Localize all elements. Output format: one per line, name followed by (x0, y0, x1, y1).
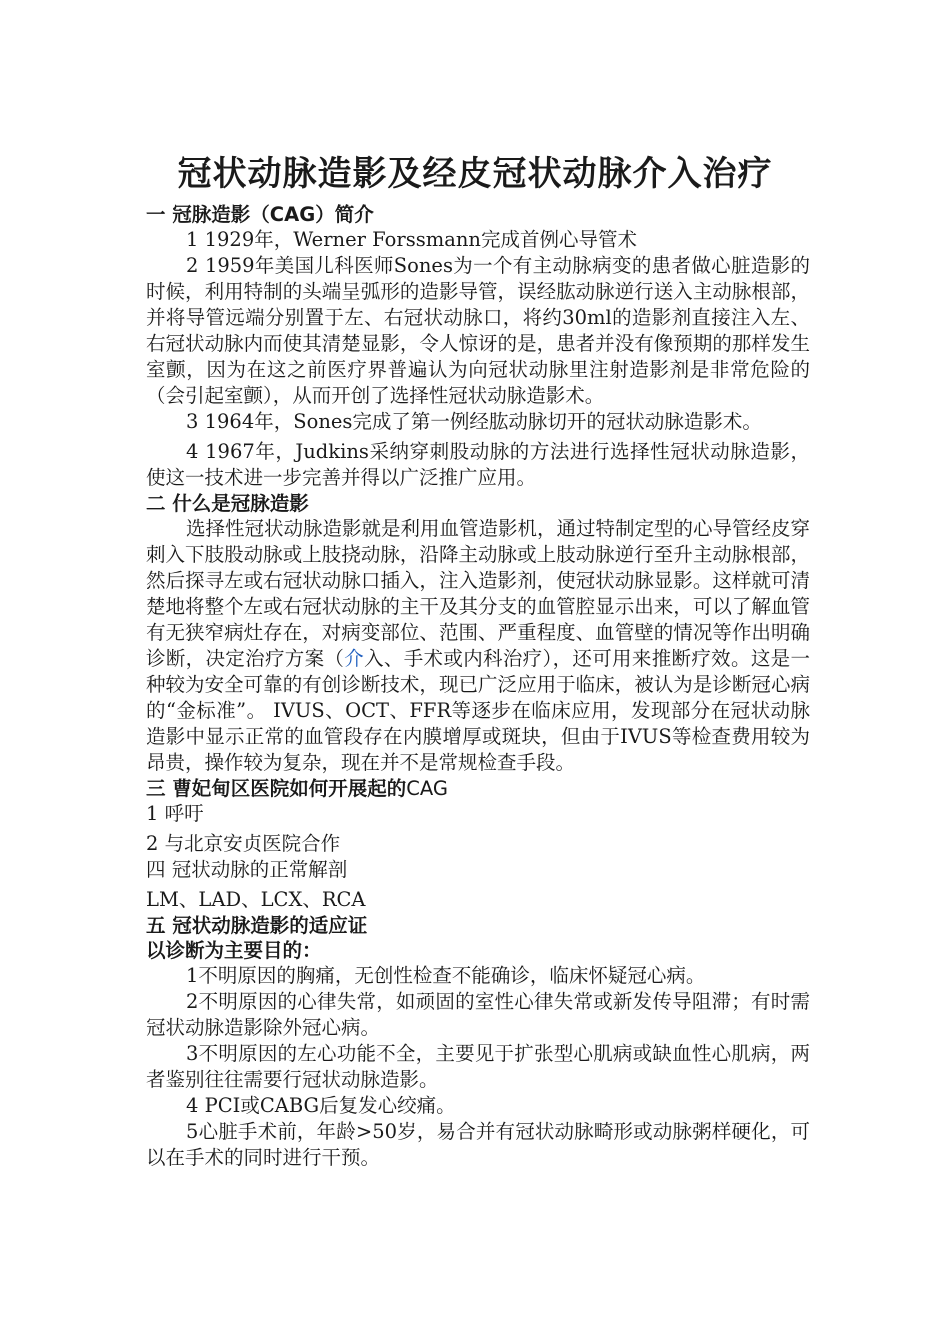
indication-2: 2不明原因的心律失常，如顽固的室性心律失常或新发传导阻滞；有时需冠状动脉造影除外冠心病。 (146, 990, 810, 1039)
section-3-item-1: 1 呼吁 (146, 802, 204, 825)
section-2-heading: 二 什么是冠脉造影 (146, 492, 309, 515)
section-2-paragraph (146, 516, 810, 776)
section-5-heading: 五 冠状动脉造影的适应证 (146, 914, 368, 937)
section-2-text-end: 入、手术或内科治疗），还可用来推断疗效。这是一种较为安全可靠的有创诊断技术，现已广泛应用于临床，被认为是诊断冠心病的“金标准”。 IVUS、OCT、FFR等逐步在临床应用，发现部分在冠状动脉造影中显示正常的血管段存在内膜增厚或斑块，但由于IVUS等检查费用较为昂贵，操作较为复杂，现在并不是常规检查手段。 (146, 647, 810, 774)
section-3-heading-suffix: CAG (406, 777, 449, 800)
section-5-subheading: 以诊断为主要目的： (146, 939, 322, 962)
section-2-link[interactable]: 介 (344, 647, 365, 670)
section-3-item-2: 2 与北京安贞医院合作 (146, 832, 341, 855)
section-4-heading: 四 冠状动脉的正常解剖 (146, 858, 348, 881)
section-2-text-start: 选择性冠状动脉造影就是利用血管造影机，通过特制定型的心导管经皮穿刺入下肢股动脉或上肢挠动脉，沿降主动脉或上肢动脉逆行至升主动脉根部，然后探寻左或右冠状动脉口插入，注入造影剂，使冠状动脉显影。这样就可清楚地将整个左或右冠状动脉的主干及其分支的血管腔显示出来，可以了解血管有无狭窄病灶存在，对病变部位、范围、严重程度、血管壁的情况等作出明确诊断，决定治疗方案（ (146, 517, 811, 670)
section-1-paragraph-3: 3 1964年，Sones完成了第一例经肱动脉切开的冠状动脉造影术。 (186, 410, 762, 433)
indication-3: 3不明原因的左心功能不全，主要见于扩张型心肌病或缺血性心肌病，两者鉴别往往需要行冠状动脉造影。 (146, 1042, 810, 1091)
section-1-paragraph-4: 4 1967年，Judkins采纳穿刺股动脉的方法进行选择性冠状动脉造影，使这一技术进一步完善并得以广泛推广应用。 (146, 440, 810, 489)
section-1-paragraph-1: 1 1929年，Werner Forssmann完成首例心导管术 (186, 228, 637, 251)
section-4-item-1: LM、LAD、LCX、RCA (146, 888, 366, 911)
section-3-heading (146, 776, 810, 801)
section-1-paragraph-2: 2 1959年美国儿科医师Sones为一个有主动脉病变的患者做心脏造影的时候，利用特制的头端呈弧形的造影导管，误经肱动脉逆行送入主动脉根部，并将导管远端分别置于左、右冠状动脉口，将约30ml的造影剂直接注入左、右冠状动脉内而使其清楚显影，令人惊讶的是，患者并没有像预期的那样发生室颤，因为在这之前医疗界普遍认为向冠状动脉里注射造影剂是非常危险的（会引起室颤），从而开创了选择性冠状动脉造影术。 (146, 254, 810, 407)
page-title: 冠状动脉造影及经皮冠状动脉介入治疗 (177, 154, 773, 194)
document-body (146, 202, 810, 1171)
indication-1: 1不明原因的胸痛，无创性检查不能确诊，临床怀疑冠心病。 (186, 964, 706, 987)
section-1-heading: 一 冠脉造影（CAG）简介 (146, 203, 374, 226)
indication-5: 5心脏手术前，年龄>50岁，易合并有冠状动脉畸形或动脉粥样硬化，可以在手术的同时进行干预。 (146, 1120, 810, 1169)
indication-4: 4 PCI或CABG后复发心绞痛。 (186, 1094, 456, 1117)
section-3-heading-text: 三 曹妃甸区医院如何开展起的 (146, 777, 407, 800)
